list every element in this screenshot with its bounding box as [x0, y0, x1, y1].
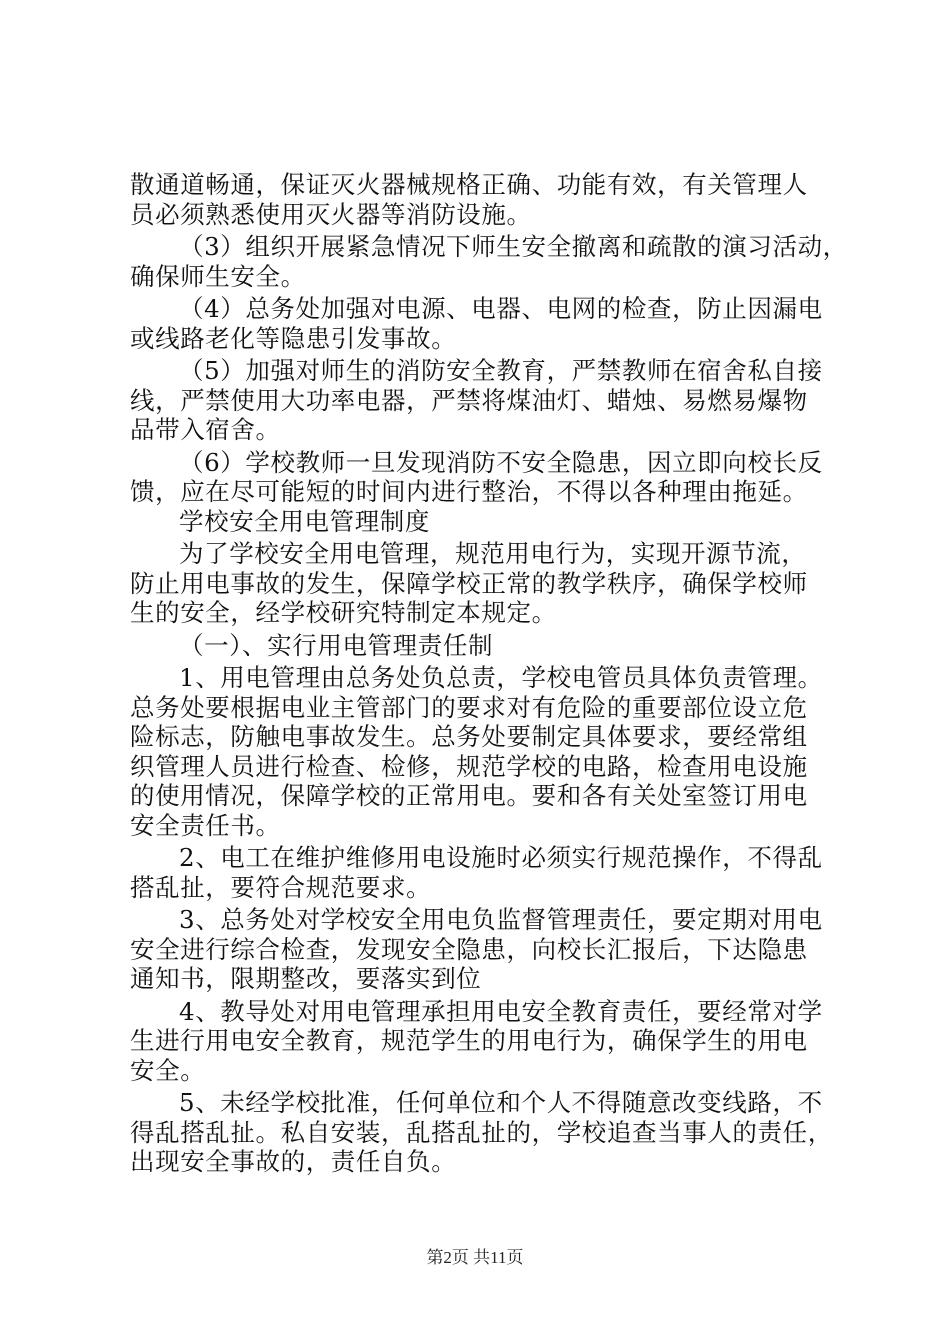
text-line: 或线路老化等隐患引发事故。: [130, 323, 457, 353]
paragraph: [130, 170, 835, 229]
paragraph: [130, 905, 835, 994]
text-line: 生的安全，经学校研究特制定本规定。: [130, 598, 557, 627]
paragraph: [130, 448, 835, 537]
text-line: 品带入宿舍。: [130, 415, 281, 444]
text-line: 1、用电管理由总务处负总责，学校电管员具体负责管理。: [179, 663, 823, 692]
text-line: （4）总务处加强对电源、电器、电网的检查，防止因漏电: [179, 294, 823, 323]
text-line: 通知书，限期整改，要落实到位: [130, 964, 482, 993]
page-footer: 第2页 共11页: [426, 1248, 524, 1267]
text-line: 搭乱扯，要符合规范要求。: [130, 872, 432, 902]
text-line: 安全进行综合检查，发现安全隐患，向校长汇报后，下达隐患: [130, 934, 808, 964]
paragraph: [130, 1088, 835, 1177]
text-line: 的使用情况，保障学校的正常用电。要和各有关处室签订用电: [130, 781, 808, 810]
paragraph: [130, 294, 835, 353]
text-line: 出现安全事故的，责任自负。: [130, 1147, 457, 1176]
text-line: （3）组织开展紧急情况下师生安全撤离和疏散的演习活动，: [179, 232, 848, 261]
text-line: 4、教导处对用电管理承担用电安全教育责任，要经常对学: [179, 996, 823, 1026]
paragraph: [130, 631, 835, 661]
text-line: 确保师生安全。: [130, 261, 306, 291]
document-body: [130, 170, 848, 1177]
text-line: 生进行用电安全教育，规范学生的用电行为，确保学生的用电: [130, 1026, 808, 1055]
text-line: 为了学校安全用电管理，规范用电行为，实现开源节流，: [179, 539, 807, 568]
text-line: 织管理人员进行检查、检修，规范学校的电路，检查用电设施: [130, 751, 808, 781]
text-line: （一）、实行用电管理责任制: [179, 630, 494, 660]
paragraph: [130, 997, 835, 1086]
text-line: 3、总务处对学校安全用电负监督管理责任，要定期对用电: [179, 905, 823, 934]
paragraph: [130, 232, 848, 291]
text-line: 散通道畅通，保证灭火器械规格正确、功能有效，有关管理人: [130, 170, 808, 199]
text-line: 安全责任书。: [130, 810, 281, 840]
text-line: 险标志，防触电事故发生。总务处要制定具体要求，要经常组: [130, 722, 808, 751]
text-line: 5、未经学校批准，任何单位和个人不得随意改变线路，不: [179, 1088, 823, 1117]
text-line: 得乱搭乱扯。私自安装，乱搭乱扯的，学校追查当事人的责任，: [130, 1117, 833, 1147]
paragraph: [130, 843, 835, 902]
paragraph: [130, 539, 835, 628]
text-line: 员必须熟悉使用灭火器等消防设施。: [130, 199, 532, 229]
text-line: （6）学校教师一旦发现消防不安全隐患，因立即向校长反: [179, 447, 823, 477]
text-line: 2、电工在维护维修用电设施时必须实行规范操作，不得乱: [179, 843, 823, 872]
text-line: 安全。: [130, 1055, 206, 1085]
paragraph: [130, 356, 835, 445]
text-line: （5）加强对师生的消防安全教育，严禁教师在宿舍私自接: [179, 356, 823, 385]
text-line: 学校安全用电管理制度: [179, 506, 430, 536]
text-line: 馈，应在尽可能短的时间内进行整治，不得以各种理由拖延。: [130, 477, 808, 506]
text-line: 总务处要根据电业主管部门的要求对有危险的重要部位设立危: [130, 692, 808, 722]
text-line: 防止用电事故的发生，保障学校正常的教学秩序，确保学校师: [130, 568, 808, 598]
text-line: 线，严禁使用大功率电器，严禁将煤油灯、蜡烛、易燃易爆物: [130, 385, 808, 415]
paragraph: [130, 663, 835, 840]
